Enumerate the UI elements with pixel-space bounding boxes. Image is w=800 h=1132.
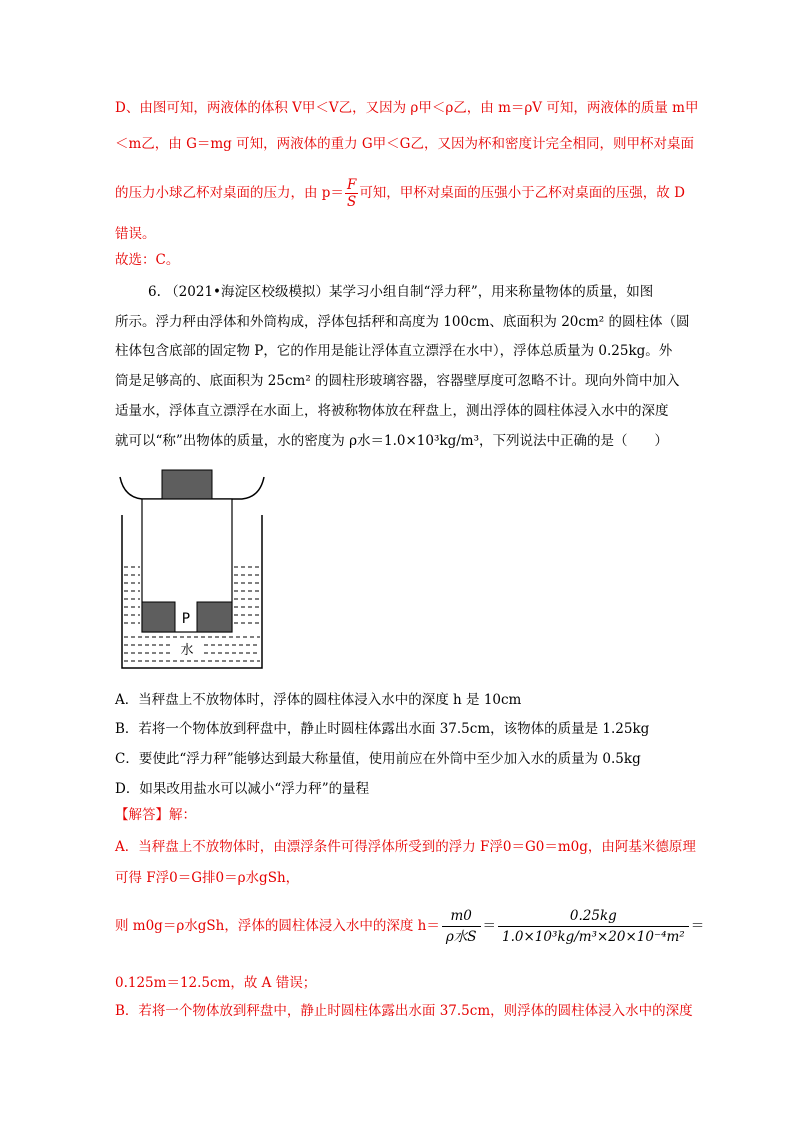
answer-a-line-1: A．当秤盘上不放物体时，由漂浮条件可得浮体所受到的浮力 F浮0＝G0＝m0g，由阿基米德原理 bbox=[115, 839, 696, 855]
option-c: C．要使此“浮力秤”能够达到最大称量值，使用前应在外筒中至少加入水的质量为 0.5kg bbox=[115, 751, 641, 767]
q6-line-4: 筒是足够高的、底面积为 25cm² 的圆柱形玻璃容器，容器壁厚度可忽略不计。现向外筒中加入 bbox=[115, 373, 680, 389]
d-explain-line-3b: 可知，甲杯对桌面的压强小于乙杯对桌面的压强，故 D bbox=[359, 185, 685, 201]
equals-sign-end: ＝ bbox=[690, 918, 705, 934]
d-explain-line-4: 错误。 bbox=[115, 226, 156, 242]
ballast-right bbox=[197, 602, 232, 632]
d-explain-line-1: D、由图可知，两液体的体积 V甲＜V乙，又因为 ρ甲＜ρ乙，由 m＝ρV 可知，两液体的质量 m甲 bbox=[115, 100, 699, 116]
fraction-denominator: S bbox=[347, 194, 357, 210]
q6-line-1: 6. （2021•海淀区校级模拟）某学习小组自制“浮力秤”，用来称量物体的质量，如图 bbox=[148, 284, 654, 300]
option-b: B．若将一个物体放到秤盘中，静止时圆柱体露出水面 37.5cm，该物体的质量是 1.25kg bbox=[115, 721, 650, 737]
answer-a-line-2: 可得 F浮0＝G排0＝ρ水gSh， bbox=[115, 870, 300, 886]
q6-line-2: 所示。浮力秤由浮体和外筒构成，浮体包括秤和高度为 100cm、底面积为 20cm² 的圆柱体（圆 bbox=[115, 314, 690, 330]
d-explain-line-2: ＜m乙，由 G＝mg 可知，两液体的重力 G甲＜G乙，又因为杯和密度计完全相同，则甲杯对桌面 bbox=[115, 136, 694, 152]
p-label: P bbox=[181, 611, 191, 627]
depth-fraction-numerator: m0 bbox=[442, 906, 481, 927]
answer-a-line-4: 0.125m＝12.5cm，故 A 错误； bbox=[115, 975, 317, 991]
q6-line-3: 柱体包含底部的固定物 P，它的作用是能让浮体直立漂浮在水中），浮体总质量为 0.25kg。外 bbox=[115, 343, 673, 359]
answer-a-line-3-pre: 则 m0g＝ρ水gSh，浮体的圆柱体浸入水中的深度 h＝ bbox=[115, 918, 440, 934]
depth-fraction bbox=[442, 906, 481, 947]
ballast-left bbox=[142, 602, 175, 632]
equals-sign: ＝ bbox=[482, 918, 497, 934]
option-a: A．当秤盘上不放物体时，浮体的圆柱体浸入水中的深度 h 是 10cm bbox=[115, 692, 522, 708]
fraction-numerator: F bbox=[346, 177, 357, 193]
value-fraction bbox=[498, 906, 689, 947]
d-explain-line-3 bbox=[115, 177, 685, 210]
answer-b-line-1: B．若将一个物体放到秤盘中，静止时圆柱体露出水面 37.5cm，则浮体的圆柱体浸入水中的深度 bbox=[115, 1003, 693, 1019]
d-explain-line-3a: 的压力小球乙杯对桌面的压力，由 p＝ bbox=[115, 185, 344, 201]
value-fraction-denominator: 1.0×10³kg/m³×20×10⁻⁴m² bbox=[502, 929, 685, 945]
choice-result: 故选：C。 bbox=[115, 252, 180, 268]
value-fraction-numerator: 0.25kg bbox=[498, 906, 689, 927]
weight-block bbox=[162, 470, 212, 499]
answer-a-line-3 bbox=[115, 906, 704, 947]
q6-line-6: 就可以“称”出物体的质量，水的密度为 ρ水＝1.0×10³kg/m³，下列说法中正确的是（ ） bbox=[115, 433, 668, 449]
option-d: D．如果改用盐水可以减小“浮力秤”的量程 bbox=[115, 781, 370, 797]
float-scale-figure bbox=[112, 465, 272, 675]
depth-fraction-denominator: ρ水S bbox=[445, 929, 477, 945]
pressure-fraction bbox=[345, 177, 358, 210]
answer-head: 【解答】解： bbox=[115, 807, 196, 823]
q6-line-5: 适量水，浮体直立漂浮在水面上，将被称物体放在秤盘上，测出浮体的圆柱体浸入水中的深度 bbox=[115, 403, 669, 419]
water-label: 水 bbox=[180, 643, 194, 658]
